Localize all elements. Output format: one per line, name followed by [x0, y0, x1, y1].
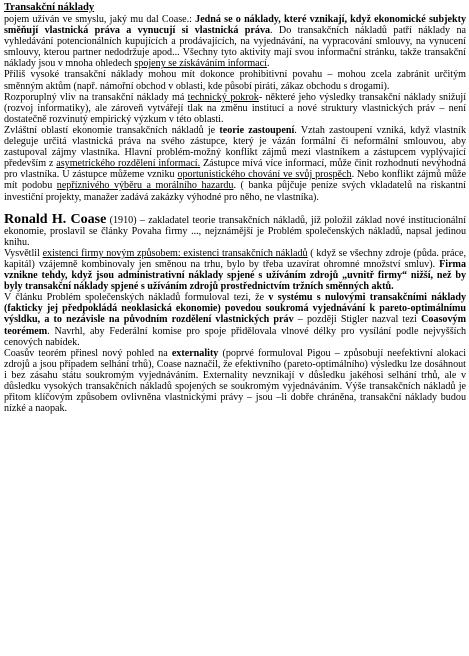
text: V článku Problém společenských nákladů formuloval tezi, že — [4, 292, 269, 304]
paragraph-technical-progress — [4, 92, 466, 125]
bold-thesis: Firma vznikne tehdy, když jsou administrativní náklady spjené s užíváním zdrojů „uvnitř firmy“ nižší, než by byly transakční náklady spjené s užíváním zdrojů prostřednictvím tržních směnných aktů. — [4, 258, 466, 293]
text: Zástupce mívá více informací, může činit rozhodnutí nevýhodná pro vlastníka. U zástupce můžeme vzniku — [4, 158, 466, 181]
text: (1910) – zakladatel teorie transakčních nákladů, jíž položil základ nové institucionální ekonomie, proslavil se články Povaha firmy ..., nejznámější je Problém společenských nákladů, napsal jedinou knihu. — [4, 214, 466, 248]
text: . Navrhl, aby Federální komise pro spoje přidělovala vlnové délky pro vysílání podle nejvyšších cenových nabídek. — [4, 325, 466, 348]
paragraph-firm-existence — [4, 248, 466, 292]
bold-term: externality — [171, 347, 219, 359]
section-heading: Transakční náklady — [4, 2, 95, 13]
bold-term: Coasovým teorémem — [4, 314, 466, 337]
person-name: Ronald H. Coase — [4, 211, 107, 227]
text: . Do transakčních nákladů patří náklady na vyhledávání potencionálních kupujících a prodávajících, na vyjednávání, na vypracování smlouvy, na vynucení smlouvy, kterou partner nedodržuje apod... Všechny tyto aktivity mají svou informační stránku, takže transakční náklady jsou v mnoha ohledech — [4, 25, 466, 70]
paragraph-externalities — [4, 348, 466, 415]
underlined-phrase: asymetrického rozdělení informací. — [56, 158, 201, 170]
paragraph-coase-intro — [4, 211, 466, 248]
underlined-phrase: technický pokrok — [187, 91, 259, 103]
text: . Vztah zastoupení vzniká, když vlastník deleguje určitá vlastnická práva na svého zástupce, který je vázán formální či neformální smlouvou, aby zastupoval zájmy vlastníka. Hlavní problém-možný konflikt zájmů mezi vlastníkem a zástupcem vyplývající především z — [4, 124, 466, 170]
text: Zvláštní oblastí ekonomie transakčních nákladů je — [4, 124, 220, 136]
bold-thesis: v systému s nulovými transakčními náklady (fakticky jej předpokládá neoklasická ekonomie) povedou soukromá vyjednávání k pareto-optimálnímu výsldku, a to nezávisle na původním rozdělení vlastnických práv — [4, 292, 467, 326]
text: - některé jeho výsledky transakční náklady snižují (rozvoj informatiky), ale zároveň vytvářejí tlak na změnu institucí a nové struktury vlastnických práv – není dostatečně rozvinutý empirický výzkum v této oblasti. — [4, 91, 467, 125]
text: (poprvé formuloval Pigou – způsobují neefektivní alokaci zdrojů a jsou případem selhání trhů), Coase naznačil, že efektivního (pareto-optimálního) výsledku lze dosáhnout i bez zásahu státu soukromým vyjednáváním. Externality nevznikají v důsledku jakéhosi selhání trhů, ale v důsledku vysokých transakčních nákladů spojených se soukromým vyjednáváním. Výše transakčních nákladů je přitom klíčovým způsobem ovlivněna vlastnickými právy – jsou –li dobře chráněna, transakční náklady budou nízké a naopak. — [4, 347, 466, 415]
paragraph-definition — [4, 14, 466, 69]
text: . Nebo konflikt zájmů může mít podobu — [4, 169, 466, 192]
paragraph-prohibitive: Příliš vysoké transakční náklady mohou mít dokonce prohibitivní povahu – mohou zcela zabránit určitým směnným aktům (např. námořní obchod v oblasti, kde působí piráti, zákaz obchodu s drogami). — [4, 69, 466, 92]
underlined-phrase: oportunistického chování ve svůj prospěch — [177, 169, 352, 181]
text: – později Stigler nazval tezi — [293, 314, 422, 326]
text: pojem užíván ve smyslu, jaký mu dal Coase.: — [4, 14, 196, 25]
bold-definition: Jedná se o náklady, které vznikají, když ekonomické subjekty směňují vlastnická práva a vynucují si vlastnická práva — [4, 14, 466, 37]
text: . ( banka půjčuje peníze svých vkladatelů na riskantní investiční projekty, manažer zadává zakázky výhodné pro něho, ne vlastníka). — [4, 180, 466, 203]
text: ( když se všechny zdroje (půda. práce, kapitál) vzájemně kombinovaly jen směnou na trhu, bylo by třeba uzavírat ohromné množství smluv). — [4, 247, 466, 270]
underlined-phrase: nepříznivého výběru a morálního hazardu — [56, 180, 234, 192]
paragraph-agency-theory — [4, 125, 466, 203]
text: Vysvětlil — [4, 247, 43, 259]
text: Coasův teorém přinesl nový pohled na — [4, 347, 172, 359]
underlined-phrase: spojeny se získáváním informací — [134, 58, 267, 70]
text: Rozporuplný vliv na transakční náklady má — [4, 91, 188, 103]
bold-term: teorie zastoupení — [219, 124, 295, 136]
underlined-phrase: existenci firmy novým způsobem: existenci transakčních nákladů — [42, 247, 308, 259]
text: . — [266, 58, 270, 70]
paragraph-coase-theorem — [4, 292, 466, 347]
